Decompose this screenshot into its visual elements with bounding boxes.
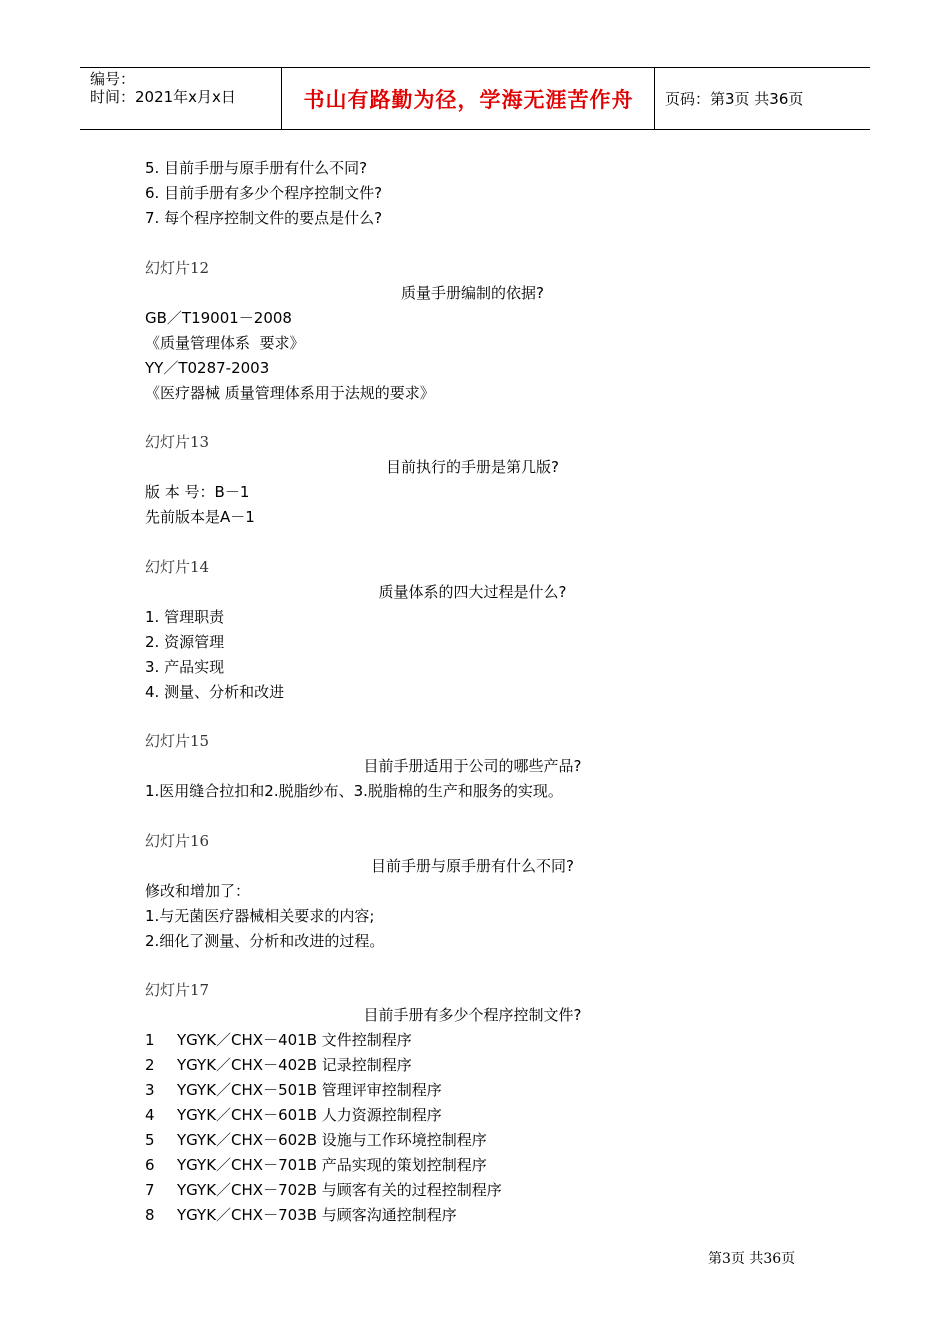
slide-question: 目前手册与原手册有什么不同? xyxy=(371,857,574,875)
slide-line: 《质量管理体系 要求》 xyxy=(145,334,305,352)
page-footer: 第3页 共36页 xyxy=(708,1251,796,1267)
header-page-label: 页码：第3页 共36页 xyxy=(665,90,804,108)
slide-line: 先前版本是A－1 xyxy=(145,508,255,526)
slide-line: 修改和增加了： xyxy=(145,882,251,900)
procedure-item xyxy=(145,1056,412,1074)
slide-question: 目前手册有多少个程序控制文件? xyxy=(363,1006,582,1024)
slide-line: 3. 产品实现 xyxy=(145,658,225,676)
slide-line: 2. 资源管理 xyxy=(145,633,225,651)
procedure-number: 6 xyxy=(145,1156,155,1174)
procedure-number: 7 xyxy=(145,1181,155,1199)
slide-question: 目前手册适用于公司的哪些产品? xyxy=(363,757,582,775)
slide-title: 幻灯片12 xyxy=(145,259,210,277)
page-header xyxy=(80,67,870,130)
procedure-text: YGYK／CHX－702B 与顾客有关的过程控制程序 xyxy=(177,1181,502,1199)
intro-item: 5. 目前手册与原手册有什么不同? xyxy=(145,159,368,177)
procedure-text: YGYK／CHX－602B 设施与工作环境控制程序 xyxy=(177,1131,487,1149)
slide-line: 1.医用缝合拉扣和2.脱脂纱布、3.脱脂棉的生产和服务的实现。 xyxy=(145,782,563,800)
slide-line: 《医疗器械 质量管理体系用于法规的要求》 xyxy=(145,384,435,402)
slide-line: GB／T19001－2008 xyxy=(145,309,292,327)
slide-line: YY／T0287-2003 xyxy=(145,359,270,377)
slide-question: 质量手册编制的依据? xyxy=(401,284,544,302)
procedure-text: YGYK／CHX－401B 文件控制程序 xyxy=(177,1031,412,1049)
procedure-number: 2 xyxy=(145,1056,155,1074)
procedure-text: YGYK／CHX－501B 管理评审控制程序 xyxy=(177,1081,442,1099)
number-label: 编号： xyxy=(90,70,136,88)
procedure-number: 8 xyxy=(145,1206,155,1224)
slide-line: 2.细化了测量、分析和改进的过程。 xyxy=(145,932,385,950)
header-divider xyxy=(654,68,655,129)
slide-title: 幻灯片16 xyxy=(145,832,210,850)
procedure-text: YGYK／CHX－402B 记录控制程序 xyxy=(177,1056,412,1074)
procedure-item xyxy=(145,1081,442,1099)
procedure-item xyxy=(145,1156,487,1174)
header-info xyxy=(90,70,236,106)
time-label: 时间：2021年x月x日 xyxy=(90,88,236,106)
intro-item: 7. 每个程序控制文件的要点是什么? xyxy=(145,209,383,227)
slide-question: 质量体系的四大过程是什么? xyxy=(378,583,567,601)
slide-title: 幻灯片13 xyxy=(145,433,210,451)
procedure-number: 1 xyxy=(145,1031,155,1049)
intro-item: 6. 目前手册有多少个程序控制文件? xyxy=(145,184,383,202)
procedure-text: YGYK／CHX－703B 与顾客沟通控制程序 xyxy=(177,1206,457,1224)
slide-question: 目前执行的手册是第几版? xyxy=(386,458,559,476)
header-motto: 书山有路勤为径，学海无涯苦作舟 xyxy=(303,87,634,112)
slide-title: 幻灯片15 xyxy=(145,732,210,750)
procedure-item xyxy=(145,1181,502,1199)
procedure-item xyxy=(145,1206,457,1224)
procedure-number: 4 xyxy=(145,1106,155,1124)
procedure-text: YGYK／CHX－601B 人力资源控制程序 xyxy=(177,1106,442,1124)
slide-line: 1. 管理职责 xyxy=(145,608,225,626)
procedure-text: YGYK／CHX－701B 产品实现的策划控制程序 xyxy=(177,1156,487,1174)
procedure-number: 5 xyxy=(145,1131,155,1149)
procedure-item xyxy=(145,1131,487,1149)
slide-line: 1.与无菌医疗器械相关要求的内容; xyxy=(145,907,375,925)
procedure-item xyxy=(145,1106,442,1124)
slide-title: 幻灯片14 xyxy=(145,558,210,576)
slide-line: 版 本 号：B－1 xyxy=(145,483,250,501)
slide-line: 4. 测量、分析和改进 xyxy=(145,683,285,701)
procedure-number: 3 xyxy=(145,1081,155,1099)
slide-title: 幻灯片17 xyxy=(145,981,210,999)
procedure-item xyxy=(145,1031,412,1049)
